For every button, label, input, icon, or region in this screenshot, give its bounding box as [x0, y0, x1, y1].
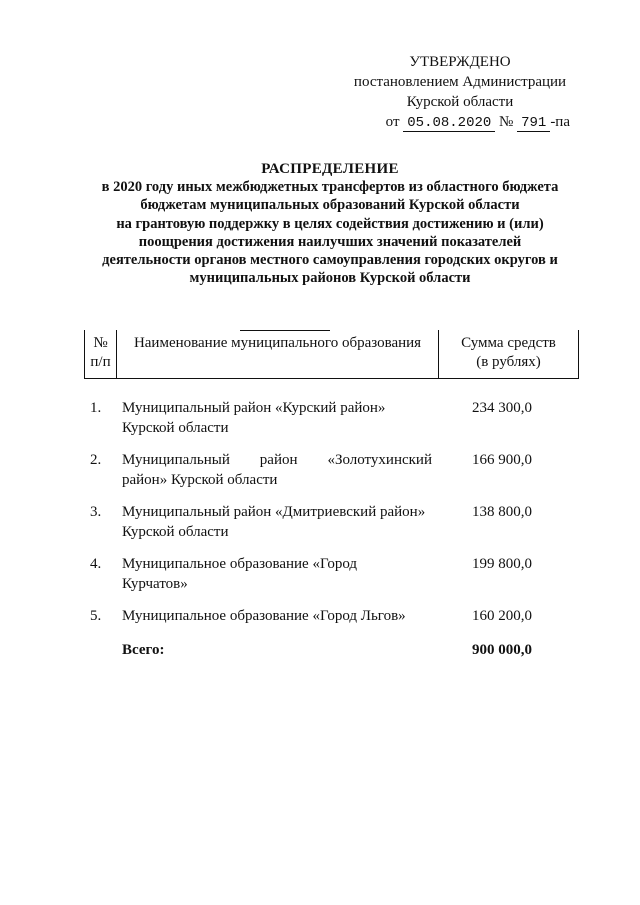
row-name: [122, 606, 432, 626]
header-sum-unit: (в рублях): [476, 354, 541, 370]
title-heading: РАСПРЕДЕЛЕНИЕ: [261, 161, 399, 177]
row-name: [122, 450, 432, 490]
row-name-line: Курской области: [122, 420, 229, 436]
header-number: [85, 330, 117, 378]
number-suffix: -па: [550, 114, 570, 130]
row-sum: 160 200,0: [472, 608, 532, 624]
row-name-line: Муниципальное образование «Город Льгов»: [122, 608, 406, 624]
total-sum: 900 000,0: [472, 642, 532, 658]
row-name: [122, 554, 432, 594]
title-line: в 2020 году иных межбюджетных трансфертов из областного бюджета: [101, 179, 559, 196]
row-sum: 166 900,0: [472, 452, 532, 468]
approval-number: 791: [517, 115, 550, 132]
row-name-line: Курской области: [122, 524, 229, 540]
row-name-line: Муниципальный район «Курский район»: [122, 400, 386, 416]
header-name-label: Наименование муниципального образования: [133, 335, 422, 351]
approved-by: постановлением Администрации: [353, 74, 567, 90]
row-sum: 234 300,0: [472, 400, 532, 416]
table-header: [84, 330, 579, 379]
row-name-word: Муниципальный: [122, 452, 230, 468]
header-number-label: п/п: [90, 354, 111, 370]
number-sign: №: [499, 114, 514, 130]
title-line: муниципальных районов Курской области: [189, 270, 471, 287]
document-title: [80, 160, 580, 287]
title-line: поощрения достижения наилучших значений показателей: [138, 233, 522, 250]
row-name-word: район: [259, 452, 298, 468]
approval-date: 05.08.2020: [403, 115, 495, 132]
row-name: [122, 502, 432, 542]
row-name-line: [122, 450, 432, 470]
row-name-line: Курчатов»: [122, 576, 188, 592]
row-name-line: Муниципальное образование «Город: [122, 556, 358, 572]
title-line: деятельности органов местного самоуправления городских округов и: [102, 252, 558, 269]
header-name: [117, 330, 439, 378]
approval-date-row: [330, 112, 590, 133]
row-number: 2.: [90, 452, 102, 468]
row-name-word: «Золотухинский: [327, 452, 432, 468]
header-sum-label: Сумма средств: [461, 335, 556, 351]
title-line: на грантовую поддержку в целях содействия достижению и (или): [116, 215, 544, 232]
approved-heading: УТВЕРЖДЕНО: [409, 54, 511, 70]
header-number-sign: №: [93, 335, 108, 351]
row-number: 4.: [90, 556, 102, 572]
date-prefix: от: [385, 114, 400, 130]
row-sum: 199 800,0: [472, 556, 532, 572]
row-number: 3.: [90, 504, 102, 520]
row-number: 5.: [90, 608, 102, 624]
row-sum: 138 800,0: [472, 504, 532, 520]
title-line: бюджетам муниципальных образований Курской области: [140, 197, 520, 214]
total-label: Всего:: [122, 642, 165, 658]
row-number: 1.: [90, 400, 102, 416]
approval-stamp: [330, 52, 590, 133]
approved-region: Курской области: [406, 94, 514, 110]
header-sum: [439, 330, 578, 378]
row-name-line: Муниципальный район «Дмитриевский район»: [122, 504, 426, 520]
row-name: [122, 398, 432, 438]
row-name-line: район» Курской области: [122, 472, 278, 488]
